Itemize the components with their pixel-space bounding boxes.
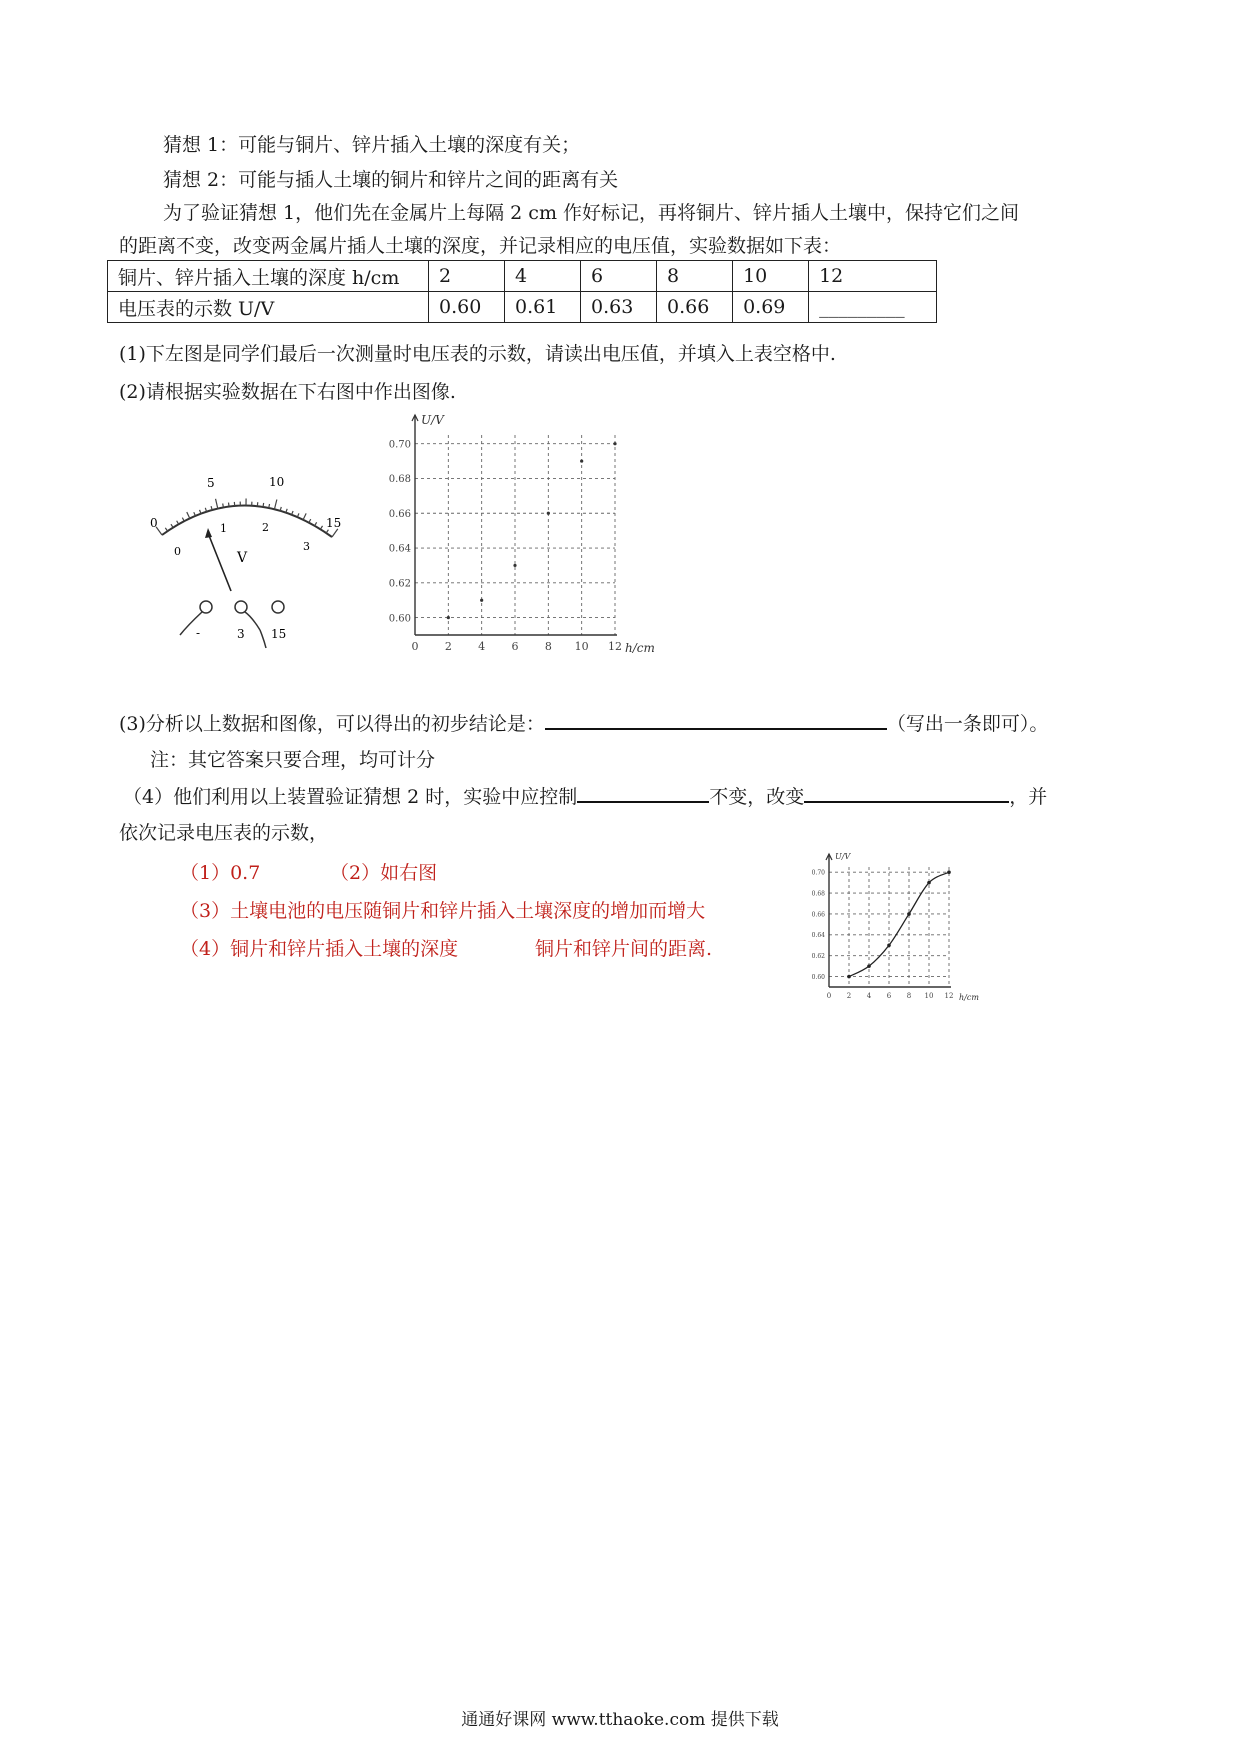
x-tick-label: 12 (608, 640, 622, 653)
table-cell: 2 (429, 261, 505, 292)
table-cell: 0.61 (505, 292, 581, 323)
y-tick-label: 0.66 (388, 508, 411, 520)
meter-terminals (180, 601, 287, 648)
data-point (513, 564, 516, 567)
question-3 (119, 709, 1048, 736)
question-3-prefix: (3)分析以上数据和图像，可以得出的初步结论是： (119, 713, 545, 735)
question-4-part-1: （4）他们利用以上装置验证猜想 2 时，实验中应控制 (123, 786, 578, 808)
table-cell: 6 (581, 261, 657, 292)
terminal-label: 3 (237, 627, 245, 641)
answer-4b: 铜片和锌片间的距离. (535, 938, 713, 960)
x-tick-label: 4 (478, 640, 486, 653)
data-table (107, 260, 937, 323)
question-1: (1)下左图是同学们最后一次测量时电压表的示数，请读出电压值，并填入上表空格中. (119, 343, 836, 365)
data-point (947, 870, 951, 874)
question-4-line-2: 依次记录电压表的示数， (119, 822, 329, 844)
table-cell: 8 (657, 261, 733, 292)
x-tick-label: 4 (866, 992, 872, 1000)
x-tick-label: 6 (886, 992, 892, 1000)
meter-unit: V (237, 550, 248, 566)
meter-tick (187, 512, 190, 518)
intro-line-1: 为了验证猜想 1，他们先在金属片上每隔 2 cm 作好标记，再将铜片、锌片插人土壤中，保持它们之间 (163, 202, 1019, 224)
data-point (480, 599, 483, 602)
chart-grid (415, 435, 615, 635)
y-tick-label: 0.60 (388, 613, 411, 625)
meter-tick (303, 513, 306, 519)
guess-2: 猜想 2：可能与插人土壤的铜片和锌片之间的距离有关 (163, 169, 619, 191)
table-cell: 12 (809, 261, 937, 292)
y-tick-label: 0.64 (388, 543, 411, 555)
answer-1: （1）0.7 (180, 862, 261, 884)
terminal-label: 15 (271, 627, 287, 641)
table-answer-blank: _________ (809, 292, 937, 323)
data-point (547, 512, 550, 515)
x-tick-label: 12 (944, 992, 954, 1000)
table-cell: 0.63 (581, 292, 657, 323)
needle-arrow (205, 528, 212, 538)
meter-tick (274, 500, 276, 510)
meter-tick (309, 519, 311, 523)
meter-top-label: 5 (207, 476, 215, 490)
table-cell: 铜片、锌片插入土壤的深度 h/cm (108, 261, 429, 292)
y-tick-label: 0.68 (388, 474, 411, 486)
y-tick-label: 0.60 (811, 973, 825, 981)
y-axis-label: U/V (421, 413, 444, 427)
table-row (108, 261, 937, 292)
meter-tick (194, 512, 196, 516)
voltage-depth-chart (370, 405, 670, 670)
y-tick-label: 0.70 (811, 869, 825, 877)
answer-4a: （4）铜片和锌片插入土壤的深度 (180, 938, 459, 960)
meter-tick (263, 503, 264, 507)
answer-chart (805, 845, 995, 1015)
terminal-icon (200, 601, 212, 613)
table-row (108, 292, 937, 323)
meter-tick (332, 529, 338, 537)
y-tick-label: 0.70 (388, 439, 411, 451)
x-tick-label: 2 (846, 992, 852, 1000)
footer: 通通好课网 www.tthaoke.com 提供下载 (461, 1710, 779, 1730)
meter-tick (223, 503, 224, 507)
x-tick-label: 8 (906, 992, 912, 1000)
meter-tick (165, 528, 167, 531)
answer-blank-3[interactable] (545, 728, 887, 730)
question-3-suffix: （写出一条即可）。 (886, 713, 1049, 735)
x-axis-label: h/cm (959, 993, 979, 1002)
x-tick-label: 0 (826, 992, 832, 1000)
meter-top-label: 10 (269, 475, 285, 489)
x-tick-label: 10 (924, 992, 934, 1000)
guess-1: 猜想 1：可能与铜片、锌片插入土壤的深度有关； (163, 134, 581, 156)
meter-top-label: 0 (150, 516, 158, 530)
x-tick-label: 0 (411, 640, 419, 653)
meter-tick (182, 518, 184, 522)
table-cell: 4 (505, 261, 581, 292)
y-tick-label: 0.62 (388, 578, 411, 590)
question-4-part-3: ，并 (1009, 786, 1048, 808)
meter-bottom-label: 2 (262, 521, 269, 534)
y-axis-label: U/V (835, 852, 851, 861)
meter-needle (208, 533, 231, 591)
meter-dial (156, 499, 338, 537)
terminal-icon (272, 601, 284, 613)
table-cell: 电压表的示数 U/V (108, 292, 429, 323)
data-point (580, 459, 583, 462)
x-tick-label: 10 (574, 640, 589, 653)
y-tick-label: 0.68 (811, 890, 825, 898)
meter-tick (229, 503, 230, 507)
meter-tick (269, 504, 270, 508)
x-tick-label: 8 (544, 640, 552, 653)
x-axis-label: h/cm (625, 641, 655, 655)
meter-tick (297, 513, 299, 517)
meter-bottom-label: 3 (303, 540, 310, 553)
x-tick-label: 2 (444, 640, 452, 653)
data-point (613, 442, 616, 445)
data-point (907, 912, 911, 916)
meter-bottom-label: 1 (220, 522, 227, 535)
meter-tick (216, 499, 218, 509)
meter-bottom-label: 0 (174, 545, 181, 558)
note: 注：其它答案只要合理，均可计分 (150, 749, 436, 771)
answer-2: （2）如右图 (330, 862, 438, 884)
data-point (867, 964, 871, 968)
answer-3: （3）土壤电池的电压随铜片和锌片插入土壤深度的增加而增大 (180, 900, 706, 922)
terminal-label: - (196, 626, 201, 640)
y-tick-label: 0.64 (811, 932, 825, 940)
data-point (847, 975, 851, 979)
question-4-part-2: 不变，改变 (709, 786, 805, 808)
y-tick-label: 0.66 (811, 911, 825, 919)
answer-blank-4a[interactable] (577, 801, 709, 803)
x-tick-label: 6 (511, 640, 519, 653)
chart-grid (829, 867, 949, 987)
data-point (447, 616, 450, 619)
intro-line-2: 的距离不变，改变两金属片插人土壤的深度，并记录相应的电压值，实验数据如下表： (119, 235, 842, 257)
table-cell: 0.60 (429, 292, 505, 323)
voltmeter-figure (140, 455, 350, 655)
y-tick-label: 0.62 (811, 953, 825, 961)
data-point (927, 881, 931, 885)
question-2: (2)请根据实验数据在下右图中作出图像. (119, 381, 456, 403)
table-cell: 0.69 (733, 292, 809, 323)
table-cell: 10 (733, 261, 809, 292)
series-line (849, 872, 949, 976)
terminal-icon (235, 601, 247, 613)
question-4 (123, 782, 1047, 809)
meter-top-label: 15 (326, 516, 342, 530)
data-point (887, 943, 891, 947)
table-cell: 0.66 (657, 292, 733, 323)
meter-tick (326, 530, 328, 533)
answer-blank-4b[interactable] (804, 801, 1009, 803)
